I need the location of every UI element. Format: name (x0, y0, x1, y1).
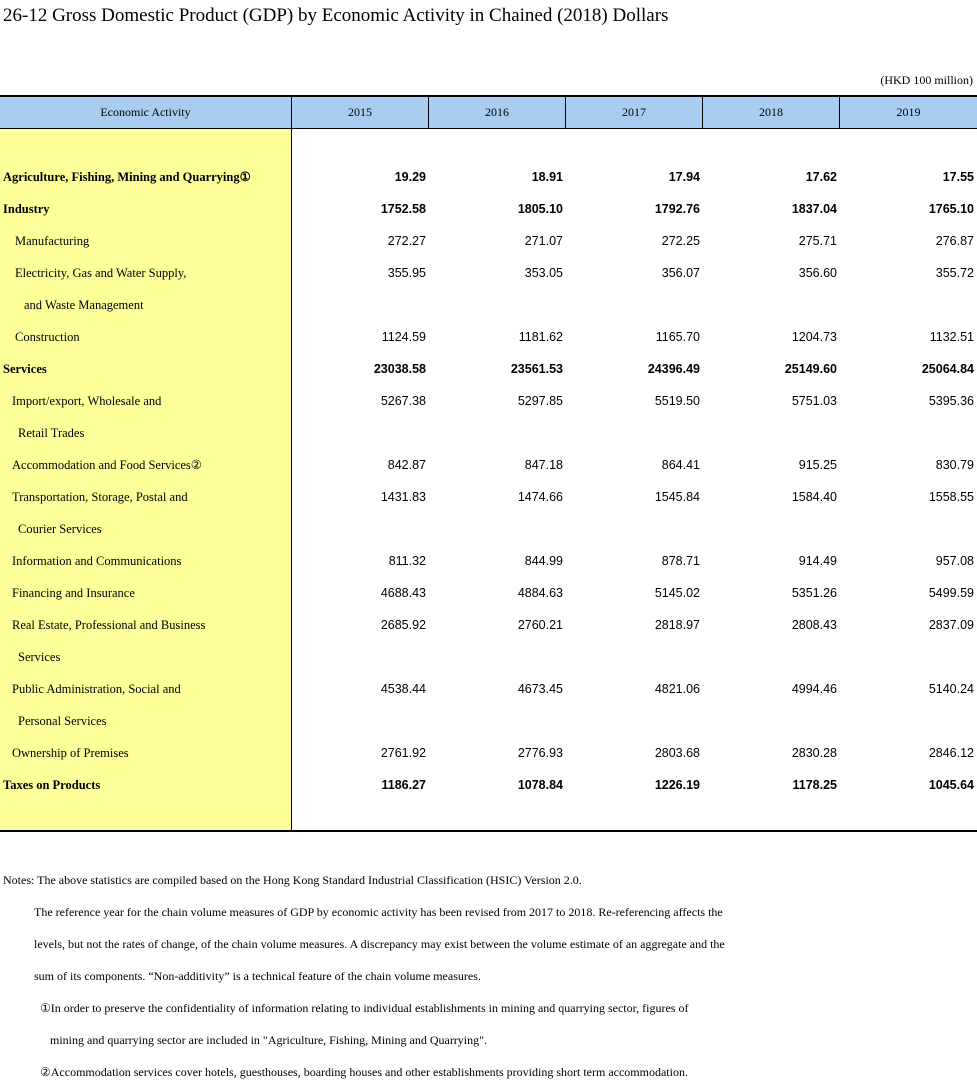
unit-label: (HKD 100 million) (880, 73, 973, 87)
cell-value: 2830.28 (791, 746, 837, 760)
table-row (0, 417, 977, 449)
row-label: Financing and Insurance (12, 586, 135, 600)
table-row (0, 737, 977, 769)
cell-value: 844.99 (524, 554, 563, 568)
cell-value: 276.87 (935, 234, 974, 248)
cell-value: 914.49 (798, 554, 837, 568)
row-label: Ownership of Premises (12, 746, 129, 760)
row-label: Electricity, Gas and Water Supply, (15, 266, 187, 280)
header-year-2019: 2019 (896, 105, 921, 119)
cell-value: 1132.51 (929, 330, 974, 344)
cell-value: 5499.59 (928, 586, 974, 600)
table-header (0, 97, 977, 129)
cell-value: 5351.26 (791, 586, 837, 600)
table-row (0, 577, 977, 609)
cell-value: 2776.93 (517, 746, 563, 760)
table-row (0, 289, 977, 321)
row-label: Taxes on Products (3, 778, 101, 792)
cell-value: 25064.84 (921, 362, 974, 376)
table-row (0, 513, 977, 545)
table-row (0, 193, 977, 225)
cell-value: 355.72 (935, 266, 974, 280)
table-row (0, 257, 977, 289)
header-year-2016: 2016 (429, 97, 566, 128)
note-line: Notes: The above statistics are compiled based on the Hong Kong Standard Industrial Classification (HSIC) Version 2.0. (3, 873, 582, 887)
page-title: 26-12 Gross Domestic Product (GDP) by Economic Activity in Chained (2018) Dollars (3, 5, 669, 26)
cell-value: 1078.84 (517, 778, 563, 792)
table-row (0, 225, 977, 257)
cell-value: 275.71 (798, 234, 837, 248)
row-label: Construction (15, 330, 80, 344)
cell-value: 5751.03 (791, 394, 837, 408)
cell-value: 2760.21 (517, 618, 563, 632)
cell-value: 18.91 (531, 170, 563, 184)
footnote-1: ①In order to preserve the confidentiality of information relating to individual establishments in mining and quarrying sector, figures of (40, 1001, 689, 1015)
row-label: Courier Services (18, 522, 102, 536)
cell-value: 4821.06 (654, 682, 700, 696)
cell-value: 4884.63 (517, 586, 563, 600)
cell-value: 2818.97 (654, 618, 700, 632)
cell-value: 1765.10 (928, 202, 974, 216)
cell-value: 23038.58 (373, 362, 426, 376)
cell-value: 23561.53 (510, 362, 563, 376)
table-row (0, 769, 977, 801)
table-row (0, 449, 977, 481)
cell-value: 864.41 (661, 458, 700, 472)
cell-value: 4994.46 (791, 682, 837, 696)
table-row (0, 673, 977, 705)
table-row (0, 545, 977, 577)
table-row (0, 161, 977, 193)
row-label: Agriculture, Fishing, Mining and Quarrying① (3, 170, 251, 184)
header-economic-activity: Economic Activity (0, 97, 292, 128)
gdp-table (0, 95, 977, 832)
row-label: Industry (3, 202, 50, 216)
cell-value: 842.87 (387, 458, 426, 472)
row-label: Services (3, 362, 47, 376)
cell-value: 1792.76 (654, 202, 700, 216)
row-label: Information and Communications (12, 554, 182, 568)
row-label: Accommodation and Food Services② (12, 458, 202, 472)
cell-value: 272.25 (661, 234, 700, 248)
cell-value: 5145.02 (654, 586, 700, 600)
cell-value: 1204.73 (791, 330, 837, 344)
cell-value: 17.62 (805, 170, 837, 184)
cell-value: 1752.58 (380, 202, 426, 216)
cell-value: 1186.27 (381, 778, 426, 792)
cell-value: 5297.85 (517, 394, 563, 408)
cell-value: 271.07 (524, 234, 563, 248)
row-label: Services (18, 650, 61, 664)
cell-value: 24396.49 (647, 362, 700, 376)
cell-value: 1045.64 (928, 778, 974, 792)
cell-value: 1431.83 (380, 490, 426, 504)
cell-value: 5395.36 (928, 394, 974, 408)
table-row (0, 641, 977, 673)
note-line: levels, but not the rates of change, of the chain volume measures. A discrepancy may exist between the volume estimate of an aggregate and the (34, 937, 725, 951)
header-year-2018: 2018 (703, 97, 840, 128)
cell-value: 5519.50 (654, 394, 700, 408)
footnote-2: ②Accommodation services cover hotels, guesthouses, boarding houses and other establishments providing short term accommodation. (40, 1065, 688, 1079)
cell-value: 2685.92 (380, 618, 426, 632)
row-label: Real Estate, Professional and Business (12, 618, 206, 632)
cell-value: 2803.68 (654, 746, 700, 760)
cell-value: 1837.04 (791, 202, 837, 216)
cell-value: 356.07 (661, 266, 700, 280)
cell-value: 355.95 (387, 266, 426, 280)
cell-value: 1545.84 (654, 490, 700, 504)
cell-value: 878.71 (661, 554, 700, 568)
footnote-1-continued: mining and quarrying sector are included in "Agriculture, Fishing, Mining and Quarrying". (50, 1033, 488, 1047)
table-row (0, 353, 977, 385)
cell-value: 4688.43 (380, 586, 426, 600)
cell-value: 1805.10 (517, 202, 563, 216)
cell-value: 5140.24 (928, 682, 974, 696)
cell-value: 17.94 (668, 170, 700, 184)
cell-value: 1181.62 (518, 330, 563, 344)
cell-value: 1474.66 (517, 490, 563, 504)
cell-value: 811.32 (388, 554, 426, 568)
cell-value: 5267.38 (380, 394, 426, 408)
table-row (0, 481, 977, 513)
cell-value: 356.60 (798, 266, 837, 280)
cell-value: 1124.59 (381, 330, 426, 344)
table-row (0, 385, 977, 417)
cell-value: 4538.44 (380, 682, 426, 696)
cell-value: 957.08 (935, 554, 974, 568)
cell-value: 1178.25 (792, 778, 837, 792)
cell-value: 272.27 (387, 234, 426, 248)
row-label: Public Administration, Social and (12, 682, 181, 696)
row-label: Import/export, Wholesale and (12, 394, 162, 408)
table-row (0, 321, 977, 353)
cell-value: 830.79 (935, 458, 974, 472)
row-label: Retail Trades (18, 426, 85, 440)
header-year-2017: 2017 (566, 97, 703, 128)
cell-value: 915.25 (798, 458, 837, 472)
cell-value: 1165.70 (655, 330, 700, 344)
cell-value: 1558.55 (928, 490, 974, 504)
cell-value: 1226.19 (654, 778, 700, 792)
header-year-2015: 2015 (292, 97, 429, 128)
note-line: sum of its components. “Non-additivity” is a technical feature of the chain volume measures. (34, 969, 481, 983)
table-row (0, 705, 977, 737)
row-label: Transportation, Storage, Postal and (12, 490, 188, 504)
row-label: and Waste Management (24, 298, 144, 312)
cell-value: 25149.60 (784, 362, 837, 376)
cell-value: 1584.40 (791, 490, 837, 504)
cell-value: 17.55 (942, 170, 974, 184)
cell-value: 2846.12 (928, 746, 974, 760)
cell-value: 2761.92 (380, 746, 426, 760)
cell-value: 19.29 (394, 170, 426, 184)
row-label: Personal Services (18, 714, 107, 728)
note-line: The reference year for the chain volume measures of GDP by economic activity has been revised from 2017 to 2018. Re-referencing affects the (34, 905, 723, 919)
cell-value: 353.05 (524, 266, 563, 280)
table-row (0, 609, 977, 641)
cell-value: 847.18 (524, 458, 563, 472)
cell-value: 2837.09 (928, 618, 974, 632)
cell-value: 2808.43 (791, 618, 837, 632)
cell-value: 4673.45 (517, 682, 563, 696)
row-label: Manufacturing (15, 234, 90, 248)
